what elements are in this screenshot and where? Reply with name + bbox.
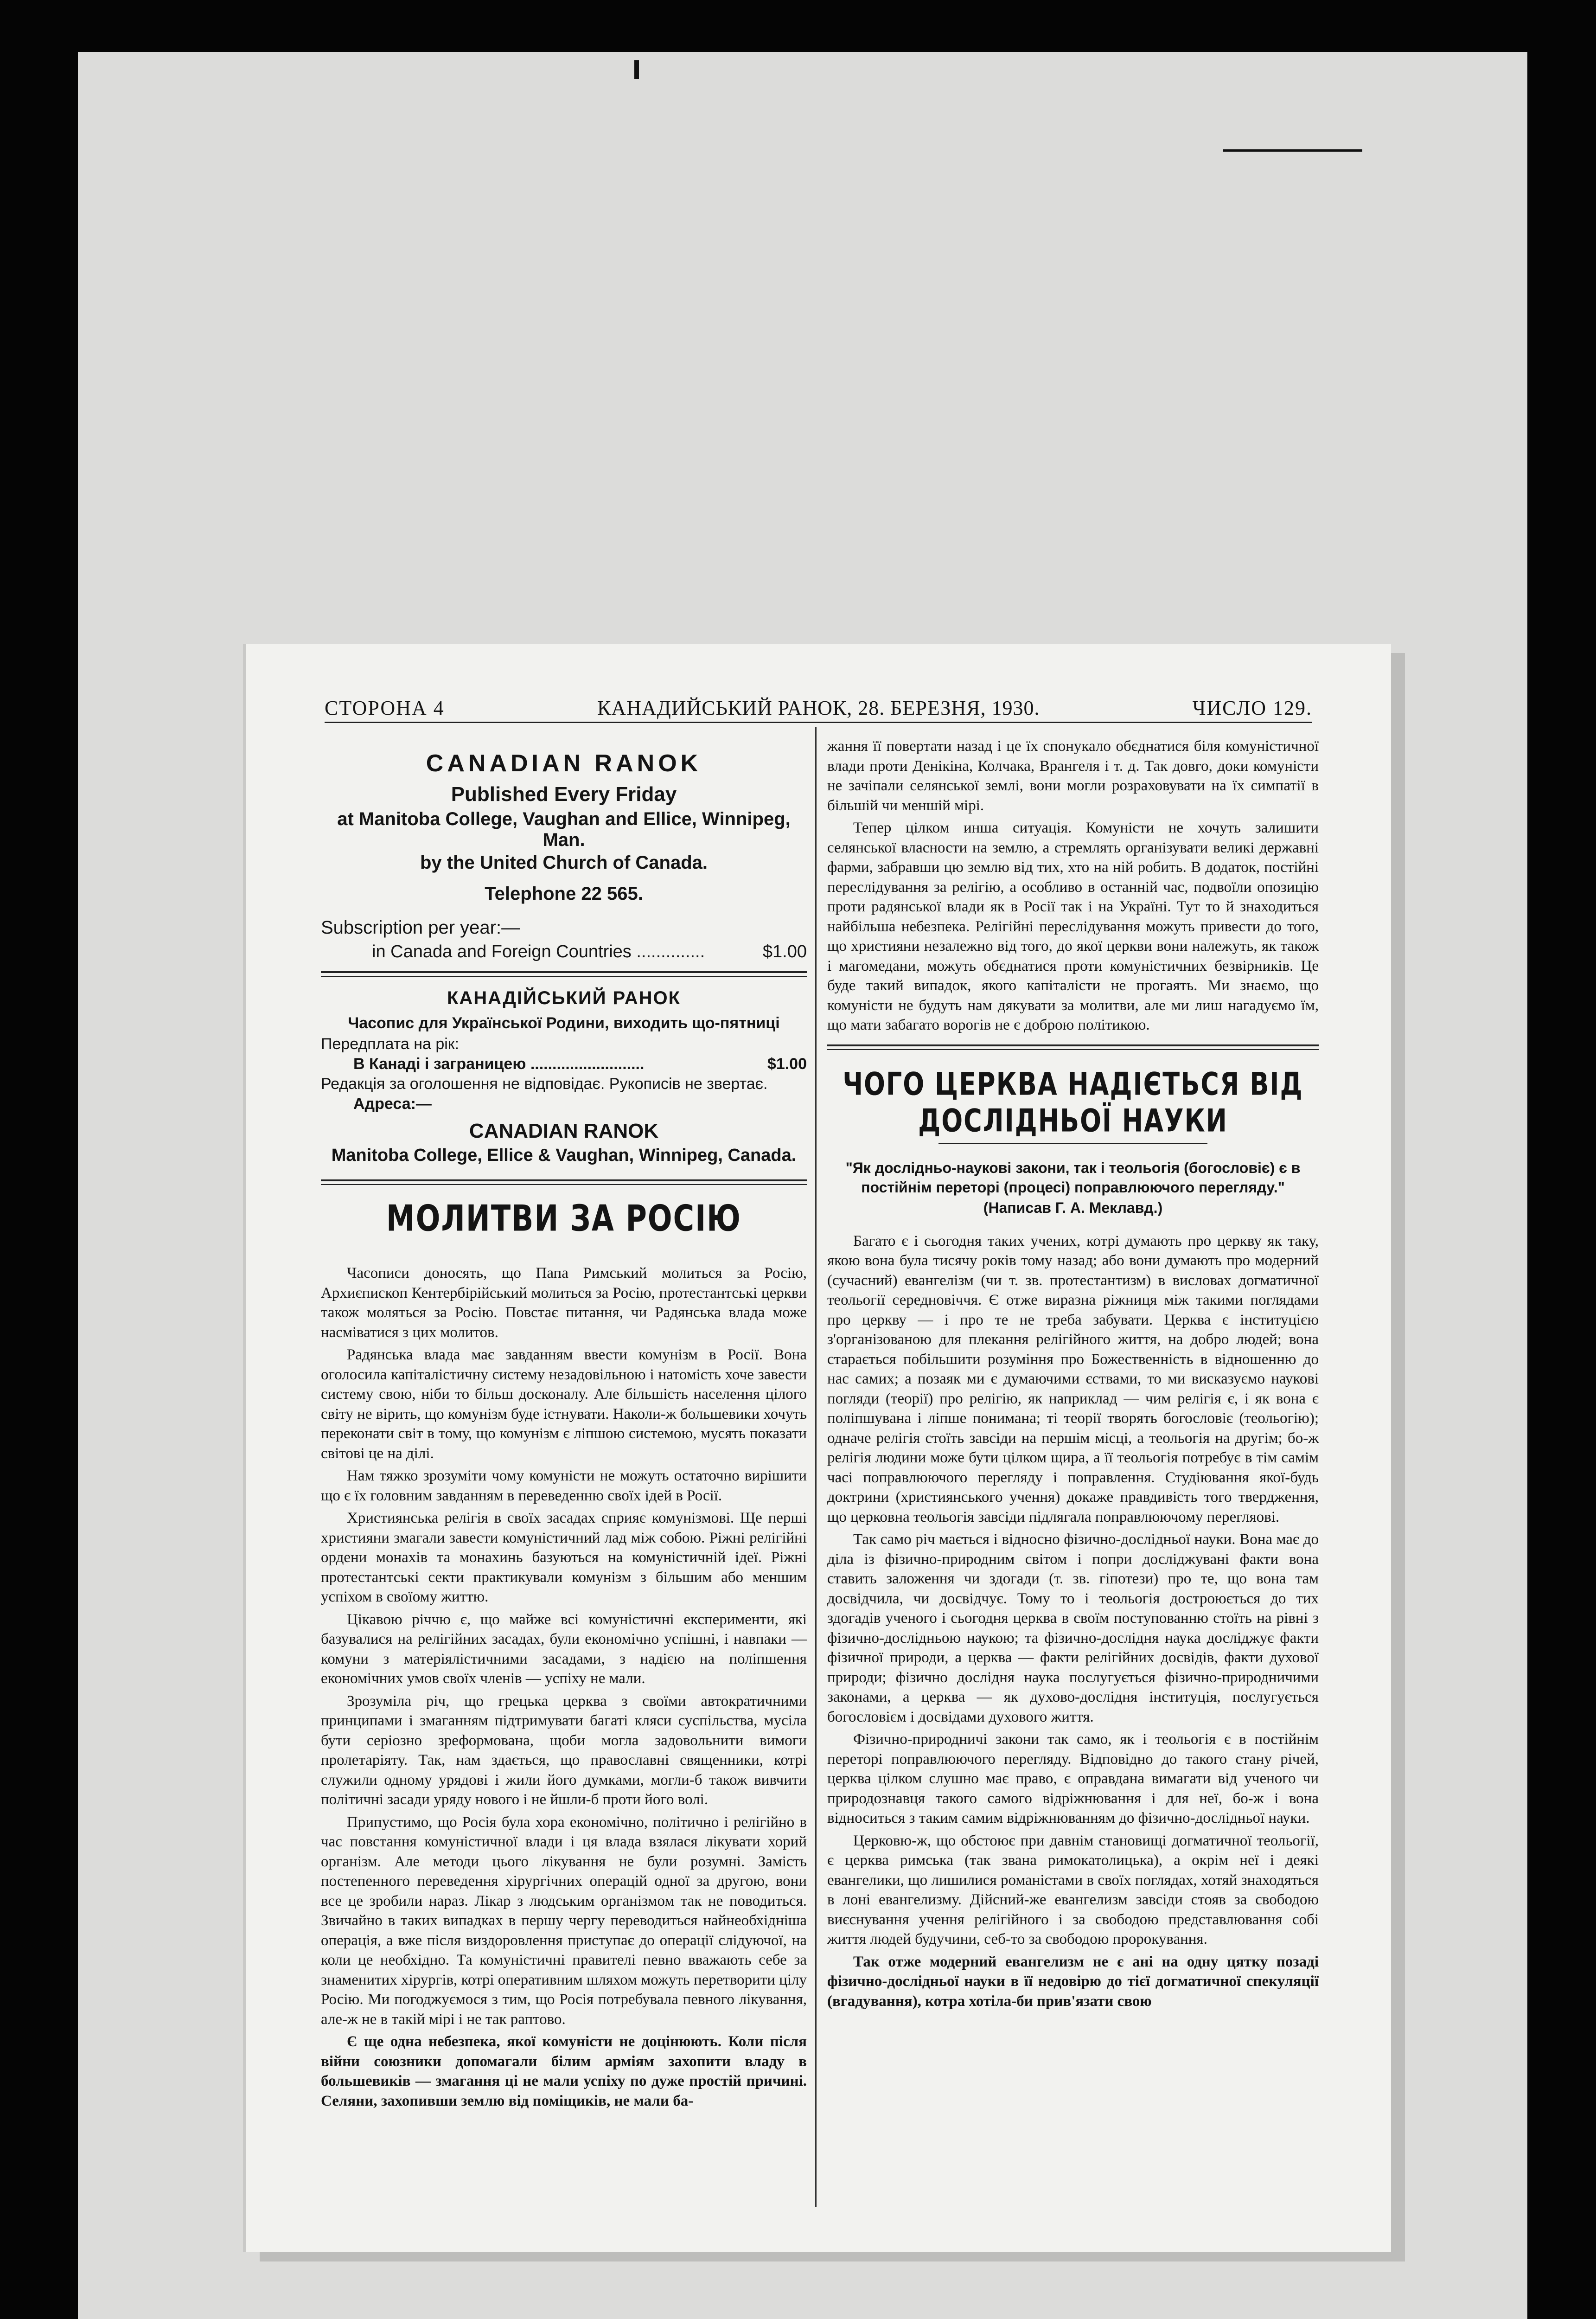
subscription-price: $1.00 [762, 942, 807, 961]
left-headline-divider [321, 1179, 807, 1185]
left-paragraph: Часописи доносять, що Папа Римський молиться за Росію, Архиєпископ Кентербірійський молиться за Росію, протестантські церкви також моляться за Росію. Повстає питання, чи Радянська влада може насміватися з цих молитов. [321, 1265, 807, 1341]
issue-number: ЧИСЛО 129. [1192, 696, 1312, 719]
left-paragraph: Цікавою річчю є, що майже всі комуністичні експерименти, які базувалися на релігійних засадах, були економічно успішні, і навпаки — комуни з матеріялістичними засадами, з надією на поліпшення економічних умов своїх членів — успіху не мали. [321, 1611, 807, 1687]
subscription-item: in Canada and Foreign Countries .............. [372, 942, 705, 961]
left-article-headline: МОЛИТВИ ЗА РОСІЮ [386, 1197, 741, 1240]
left-paragraph: Зрозуміла річ, що грецька церква з своїми автократичними принципами і змаганням підтримувати багаті кляси суспільства, мусіла бути серіозно зреформована, щоби могла задовольнити вимоги пролетаріяту. Так, нам здається, що православні священники, котрі служили одному урядові і жили його думками, могли-б також вивчити політичні засади уряду нового і не йшли-б проти його волі. [321, 1692, 807, 1808]
masthead-address: at Manitoba College, Vaughan and Ellice, Winnipeg, Man. [337, 809, 791, 850]
paper-title-date: КАНАДИЙСЬКИЙ РАНОК, 28. БЕРЕЗНЯ, 1930. [597, 696, 1040, 719]
masthead-publisher: by the United Church of Canada. [420, 852, 708, 873]
column-divider [815, 727, 817, 2207]
continued-article-body [827, 737, 1319, 1035]
ua-editorial-note: Редакція за оголошення не відповідає. Рукописів не звертає. [321, 1075, 768, 1093]
ua-subscription-item: В Канаді і заграницею .......................... [353, 1055, 645, 1073]
left-article-body [321, 1263, 807, 2111]
right-paragraph: Церковю-ж, що обстоює при давнім становищі догматичної теольогії, є церква римська (так звана римокатолицька), а окрім неї і деякі евангелики, що лишилися романістами в своїх поглядах, хотяй знаходяться в лоні евангелизму. Дійсний-же евангелизм завсіди стояв за свободою виєснування учення релігійного і за свободою представлювання собі життя людей будучини, себ-то за свободою пророкування. [827, 1832, 1319, 1947]
right-headline-divider [827, 1044, 1319, 1050]
headline-underline [938, 1143, 1207, 1144]
ua-address-title: CANADIAN RANOK [469, 1120, 659, 1142]
left-column [321, 737, 807, 2114]
subscription-label: Subscription per year:— [321, 917, 520, 938]
right-paragraph: Фізично-природничі закони так само, як і теольогія є в постійнім переторі поправлюючого перегляду. Відповідно до такого стану річей, церква цілком слушно має право, є оправдана вимагати від ученого чи природознавця такого самого відріжнювання і для неї, бо-ж і вона відноситься з таким самим відріжнюванням до фізично-дослідньої науки. [827, 1731, 1319, 1826]
film-mark-right [1223, 149, 1362, 152]
newspaper-page [246, 644, 1391, 2252]
right-paragraph: Багато є і сьогодня таких учених, котрі думають про церкву як таку, якою вона була тисячу років тому назад; або вони думають про модерний (сучасний) евангелізм (чи т. зв. протестантизм) в висловах догматичної теольогії середновіччя. Є отже виразна ріжниця між такими поглядами про церкву — і про те не треба забувати. Церква є інституцією з'організованою для плекання релігійного життя, на добро людей; вона старається побільшити розуміння про Божественність в відношенню до нас самих; а позаяк ми є думаючими єствами, то ми висказуємо наукові погляди (теорії) про релігію, як наприклад — чим релігія є, і як вона є поліпшувана і ліпше понимана; ті теорії творять богословіє (теольогію); одначе релігія стоїть завсіди на першім місці, а теольогія на другім; бо-ж релігія людини може бути цілком щира, а її теольогія потребує в тім самім часі поправлюючого перегляду і поправлення. Студіювання якої-будь доктрини (християнського учення) докаже правдивість того твердження, що церковна теольогія завсіди підлягала поправлюючому перегляові. [827, 1232, 1319, 1525]
masthead-ukrainian [321, 988, 807, 1032]
ua-address [321, 1120, 807, 1166]
page-number: СТОРОНА 4 [325, 696, 445, 719]
masthead-published: Published Every Friday [451, 783, 677, 806]
left-paragraph: Радянська влада має завданням ввести комунізм в Росії. Вона оголосила капіталістичну систему незадовільною і натомість хоче завести систему свою, ніби то більш досконалу. Але більшість населення цілого світу не вірить, що комунізм буде істнувати. Наколи-ж большевики хочуть переконати світ в тому, що комунізм є ліпшою системою, мусять показати світові це на ділі. [321, 1346, 807, 1462]
ua-subscription-price: $1.00 [767, 1055, 807, 1073]
masthead-divider [321, 971, 807, 977]
left-paragraph: Нам тяжко зрозуміти чому комуністи не можуть остаточно вирішити що є їх головним завданням в переведенню своїх ідей в Росії. [321, 1467, 807, 1504]
left-paragraph: Є ще одна небезпека, якої комуністи не доцінюють. Коли після війни союзники допомагали білим арміям захопити владу в большевиків — змагання ці не мали успіху по дуже простій причині. Селяни, захопивши землю від поміщиків, не мали ба- [321, 2033, 807, 2109]
right-article-headline: ЧОГО ЦЕРКВА НАДІЄТЬСЯ ВІД ДОСЛІДНЬОЇ НАУКИ [843, 1065, 1303, 1139]
left-paragraph: Християнська релігія в своїх засадах сприяє комунізмові. Ще перші християни змагали завести комуністичний лад між собою. Ріжні релігійні ордени монахів та монахинь базуються на комуністичній ідеї. Ріжні протестантські секти практикували комунізм з більшим або меншим успіхом в своїому життю. [321, 1510, 807, 1605]
ua-masthead-line1: Часопис для Української Родини, виходить що-пятниці [348, 1014, 780, 1032]
ua-masthead-title: КАНАДІЙСЬКИЙ РАНОК [447, 988, 681, 1008]
right-article-subhead [841, 1158, 1305, 1217]
masthead-english [321, 750, 807, 904]
masthead-title: CANADIAN RANOK [426, 750, 702, 777]
ua-subscription-row [321, 1055, 807, 1073]
masthead-telephone: Telephone 22 565. [485, 884, 643, 904]
ua-address-label: Адреса:— [353, 1095, 432, 1113]
article-author: (Написав Г. А. Меклавд.) [983, 1199, 1163, 1216]
ua-subscription-label: Передплата на рік: [321, 1035, 460, 1053]
right-column [827, 737, 1319, 2014]
subhead-quote: "Як дослідньо-наукові закони, так і теольогія (богословіє) є в постійнім переторі (процесі) поправлюючого переглядy." [845, 1159, 1301, 1196]
ua-address-line: Manitoba College, Ellice & Vaughan, Winnipeg, Canada. [331, 1146, 797, 1165]
page-header [325, 694, 1312, 723]
subscription-row [321, 942, 807, 962]
right-article-body [827, 1231, 1319, 2012]
continued-paragraph: жання її повертати назад і це їх спонукало обєднатися біля комуністичної влади проти Денікіна, Колчака, Врангеля і т. д. Так довго, доки комуністи не зачіпали селянської землі, вони могли розраховувати на їх симпатії в більшій чи меншій мірі. [827, 738, 1319, 814]
film-mark-top [634, 60, 639, 79]
right-paragraph: Так само річ мається і відносно фізично-дослідньої науки. Вона має до діла із фізично-природним світом і попри досліджувані факти вона ставить заложення чи здогади (т. зв. гіпотези) про те, що вона там досвідчила, чи досвідчує. Тому то і теольогія достроюється до тих здогадів ученого і сьогодня церква в своїм поступованню стоїть на рівні з фізично-дослідньою наукою; та фізично-дослідня наука досліджує факти фізичної природи, а церква — факти релігійних досвідів, факти духової природи; фізично дослідня наука послугується фізично-природничими законами, а церква — як духово-дослідня інституція, послугується богословієм і досвідами духового життя. [827, 1531, 1319, 1725]
left-paragraph: Припустимо, що Росія була хора економічно, політично і релігійно в час повстання комуністичної влади і ця влада взялася лікувати хорий організм. Але методи цього лікування не були розумні. Замість постепенного переведення хірургічних операцій одної за другою, вони все це зробили нараз. Лікар з людським організмом так не поводиться. Звичайно в таких випадках в першу чергу переводиться найнеобхідніша операція, а вже після виздоровлення приступає до операції слідуючої, на коли це необхідно. Та комуністичні правителі певно вважають себе за знаменитих хірургів, котрі оперативним шляхом можуть перетворити цілу Росію. Ми погоджуємося з тим, що Росія потребувала певного лікування, але-ж не в такій мірі і не так раптово. [321, 1813, 807, 2028]
right-paragraph: Так отже модерний евангелизм не є ані на одну цятку позаді фізично-дослідньої науки в її недовірю до тієї догматичної спекуляції (вгадування), котра хотіла-би прив'язати свою [827, 1953, 1319, 2010]
continued-paragraph: Тепер цілком инша ситуація. Комуністи не хочуть залишити селянської власности на землю, а стремлять організувати великі державні фарми, забравши цю землю від тих, хто на ній робить. В додаток, постійні переслідування за релігію, а особливо в останній час, подвоїли опозицію проти радянської влади як в Росії так і на Україні. Тут то й знаходиться найбільша небезпека. Релігійні переслідування можуть привести до того, що християни незалежно від того, до якої церкви вони належуть, як також і магомедани, можуть обєднатися проти комуністичних безвірників. Це буде такий випадок, якого капіталісти не прогаять. Ми знаємо, що комуністи не будуть нам дякувати за молитви, але ми лиш нагадуємо їм, що мати забагато ворогів не є доброю політикою. [827, 820, 1319, 1033]
